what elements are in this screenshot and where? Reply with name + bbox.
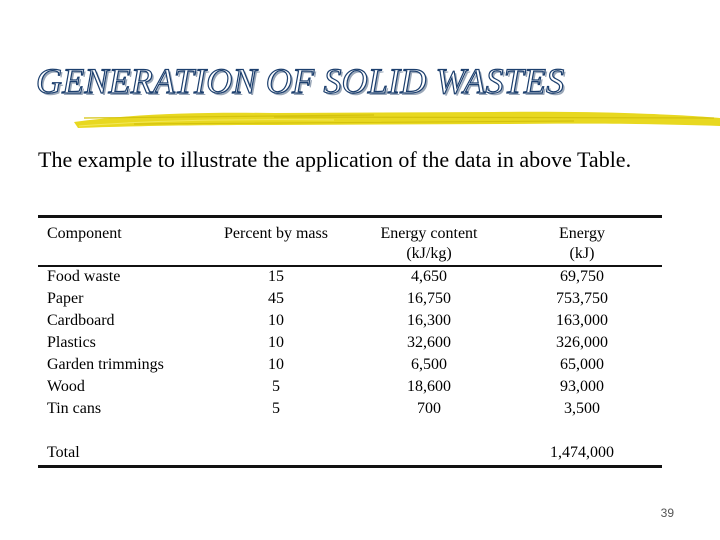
title-underline-brush (74, 106, 720, 132)
table-cell-percent: 15 (268, 268, 284, 285)
table-cell-percent: 5 (272, 400, 280, 417)
table-cell-energy: 65,000 (560, 356, 604, 373)
header-percent: Percent by mass (224, 225, 328, 242)
table-cell-component: Wood (47, 378, 85, 395)
table-cell-energy-content: 16,300 (407, 312, 451, 329)
table-cell-percent: 45 (268, 290, 284, 307)
header-energy-content-line2: (kJ/kg) (406, 245, 452, 262)
table-cell-percent: 5 (272, 378, 280, 395)
table-cell-energy-content: 6,500 (411, 356, 447, 373)
table-cell-percent: 10 (268, 356, 284, 373)
table-cell-energy-content: 4,650 (411, 268, 447, 285)
table-cell-component: Plastics (47, 334, 96, 351)
table-cell-energy: 93,000 (560, 378, 604, 395)
table-cell-energy-content: 18,600 (407, 378, 451, 395)
header-energy-content-line1: Energy content (380, 225, 478, 242)
table-cell-energy: 753,750 (556, 290, 608, 307)
table-cell-component: Garden trimmings (47, 356, 164, 373)
table-cell-energy: 69,750 (560, 268, 604, 285)
table-cell-energy-content: 16,750 (407, 290, 451, 307)
energy-table (38, 215, 662, 470)
total-energy: 1,474,000 (550, 444, 614, 461)
slide-title: GENERATION OF SOLID WASTES (36, 61, 565, 101)
table-top-rule (38, 215, 662, 218)
table-cell-component: Tin cans (47, 400, 102, 417)
table-bottom-rule (38, 465, 662, 468)
table-cell-energy: 3,500 (564, 400, 600, 417)
header-component: Component (47, 225, 122, 242)
header-energy-content (354, 224, 504, 264)
page-number: 39 (660, 506, 674, 520)
intro-text: The example to illustrate the application of the data in above Table. (38, 147, 632, 172)
table-cell-energy: 163,000 (556, 312, 608, 329)
table-cell-component: Food waste (47, 268, 121, 285)
table-cell-component: Cardboard (47, 312, 115, 329)
table-cell-energy: 326,000 (556, 334, 608, 351)
header-energy-line2: (kJ) (569, 245, 595, 262)
table-cell-energy-content: 700 (417, 400, 441, 417)
header-energy (512, 224, 652, 264)
table-cell-percent: 10 (268, 334, 284, 351)
table-cell-percent: 10 (268, 312, 284, 329)
table-cell-component: Paper (47, 290, 84, 307)
table-cell-energy-content: 32,600 (407, 334, 451, 351)
total-label: Total (47, 444, 80, 461)
header-energy-line1: Energy (559, 225, 605, 242)
